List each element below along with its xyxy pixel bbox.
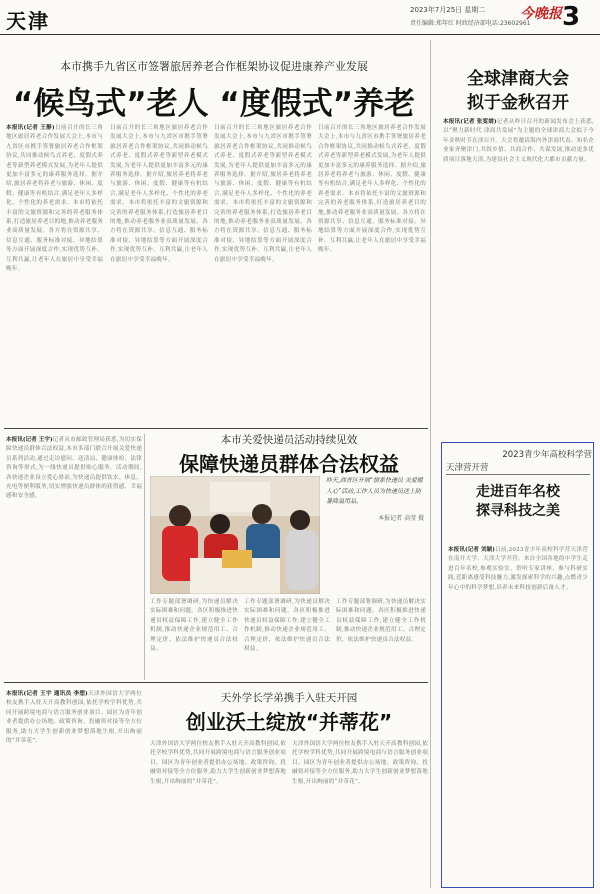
- box-kicker-2: 天津营开营: [446, 463, 489, 473]
- box-kicker-rule: [446, 474, 590, 475]
- page-number: 3: [562, 2, 581, 32]
- courier-body-cont: 工作专题部署调研,为快递员解决实际困难和问题。各区积极推进快递员权益保障工作,建立健全工作机制,推动快递企业规范用工、合理定价、依法维护快递员合法权益。: [336, 599, 426, 643]
- student-body: 天津外国语大学两位校友携手入驻天开高教科创园,依托学校学科优势,共同开展跨境电商与语言服务创业项目。园区为青年创业者提供办公场地、政策咨询、投融资对接等全方位服务,助力大学生创新创业梦想落地生根,开出绚丽的“并蒂花”。: [6, 691, 142, 745]
- student-body-col-3: [292, 740, 428, 888]
- photo-credit: 本报记者 高莹 摄: [378, 514, 424, 522]
- right-headline-1: 全球津商大会: [467, 69, 569, 89]
- lead-body-col-4: [318, 124, 426, 424]
- courier-bottom-rule: [4, 682, 428, 683]
- issue-date: 2023年7月25日 星期二: [410, 6, 486, 14]
- courier-kicker: 本市关爱快递员活动持续见效: [220, 434, 358, 446]
- right-top-text: 记者从昨日召开的新闻发布会上获悉,以“聚力新时代 津商共发展”为主题的全球津商大会拟于今年金秋时节在津召开。大会将邀请海内外津商代表、知名企业家齐聚津门,共叙乡情、共商合作、共谋发展,推动更多优质项目落地天津,为建设社会主义现代化大都市贡献力量。: [443, 119, 594, 163]
- box-kicker-1: 2023青少年高校科学营: [502, 450, 592, 460]
- lead-body-col-2: [110, 124, 208, 424]
- brief-byline: 本报讯(记者 王宇): [6, 437, 53, 443]
- lead-body-col-3: [214, 124, 312, 424]
- brief-body: 记者从市邮政管理局获悉,为切实保障快递员群体合法权益,本市多部门联合开展关爱快递员系列活动,通过走访慰问、送清凉、健康体检、法律咨询等形式,为一线快递员提供贴心服务。活动期间,各快递企业设立爱心驿站,为快递员提供饮水、休息、充电等便利服务,切实增强快递员群体的获得感、幸福感和安全感。: [6, 437, 142, 500]
- courier-photo: [150, 476, 320, 594]
- student-body-cont: 天津外国语大学两位校友携手入驻天开高教科创园,依托学校学科优势,共同开展跨境电商与语言服务创业项目。园区为青年创业者提供办公场地、政策咨询、投融资对接等全方位服务,助力大学生创新创业梦想落地生根,开出绚丽的“并蒂花”。: [292, 741, 428, 785]
- student-byline: 本报讯(记者 王宇 通讯员 李想): [6, 691, 88, 697]
- student-body-col-2: [150, 740, 286, 888]
- lead-headline: “候鸟式”老人 “度假式”养老: [12, 86, 416, 122]
- courier-body-col-3: [336, 598, 426, 678]
- student-kicker: 天外学长学弟携手入驻天开园: [220, 692, 358, 704]
- courier-body: 工作专题部署调研,为快递员解决实际困难和问题。各区积极推进快递员权益保障工作,建立健全工作机制,推动快递企业规范用工、合理定价、依法维护快递员合法权益。: [150, 599, 238, 653]
- student-body-cont: 天津外国语大学两位校友携手入驻天开高教科创园,依托学校学科优势,共同开展跨境电商与语言服务创业项目。园区为青年创业者提供办公场地、政策咨询、投融资对接等全方位服务,助力大学生创新创业梦想落地生根,开出绚丽的“并蒂花”。: [150, 741, 286, 785]
- box-body: [448, 546, 588, 882]
- courier-photo-image: [150, 476, 320, 594]
- lead-body-cont: 日前召开的长三角地区旅居养老合作发展大会上,本市与九省区市携手签署旅居养老合作框架协议,共同推动候鸟式养老、度假式养老等新型养老模式发展,为老年人提供更加丰富多元的康养服务选择。据介绍,旅居养老将养老与旅游、休闲、度假、健康等有机结合,满足老年人多样化、个性化的养老需求。本市将依托丰富的文旅资源和完善的养老服务体系,打造旅居养老目的地,推动养老服务业高质量发展。各方将在资源共享、信息互通、服务标准对接、异地结算等方面开展深度合作,实现优势互补、互利共赢,让老年人在旅居中享受幸福晚年。: [318, 125, 426, 254]
- box-headline-2: 探寻科技之美: [476, 503, 560, 519]
- column-divider: [430, 40, 431, 888]
- lead-kicker: 本市携手九省区市签署旅居养老合作框架协议促进康养产业发展: [60, 60, 368, 73]
- newspaper-logo: 今晚报: [520, 6, 562, 22]
- box-byline: 本报讯(记者 刘颖): [448, 547, 495, 553]
- right-headline-2: 拟于金秋召开: [467, 93, 569, 113]
- student-headline: 创业沃土绽放“并蒂花”: [185, 710, 393, 734]
- courier-body-col-1: [150, 598, 238, 678]
- photo-caption: [326, 476, 424, 524]
- editor-line: 责任编辑:郑年红 时政经济部电话:23602961: [410, 20, 531, 27]
- section-name: 天津: [6, 9, 50, 33]
- right-top-body: [443, 118, 594, 436]
- box-text: 日前,2023青少年高校科学营天津营在南开大学、天津大学开营。来自全国各地的中学生走进百年名校,参观实验室、聆听专家讲座、参与科研实践,近距离感受科技魅力,激发探索科学的兴趣,点燃青少年心中的科学梦想,培养未来科技创新后备人才。: [448, 547, 588, 591]
- lead-bottom-rule: [4, 428, 428, 429]
- brief-divider: [144, 434, 145, 680]
- caption-text: 昨天,西青区开展“情系快递员 关爱暖人心”活动,工作人员为快递员送上防暑降温用品。: [326, 477, 423, 505]
- lead-body-cont: 日前召开的长三角地区旅居养老合作发展大会上,本市与九省区市携手签署旅居养老合作框架协议,共同推动候鸟式养老、度假式养老等新型养老模式发展,为老年人提供更加丰富多元的康养服务选择。据介绍,旅居养老将养老与旅游、休闲、度假、健康等有机结合,满足老年人多样化、个性化的养老需求。本市将依托丰富的文旅资源和完善的养老服务体系,打造旅居养老目的地,推动养老服务业高质量发展。各方将在资源共享、信息互通、服务标准对接、异地结算等方面开展深度合作,实现优势互补、互利共赢,让老年人在旅居中享受幸福晚年。: [214, 125, 312, 263]
- lead-byline: 本报讯(记者 王静): [6, 125, 55, 131]
- student-body-col-1: [6, 690, 142, 886]
- courier-body-col-2: [244, 598, 330, 678]
- courier-body-cont: 工作专题部署调研,为快递员解决实际困难和问题。各区积极推进快递员权益保障工作,建立健全工作机制,推动快递企业规范用工、合理定价、依法维护快递员合法权益。: [244, 599, 330, 653]
- box-headline-1: 走进百年名校: [476, 484, 560, 500]
- courier-headline: 保障快递员群体合法权益: [179, 452, 399, 476]
- lead-body-col-1: [6, 124, 103, 424]
- left-brief: [6, 436, 142, 676]
- lead-body: 日前召开的长三角地区旅居养老合作发展大会上,本市与九省区市携手签署旅居养老合作框架协议,共同推动候鸟式养老、度假式养老等新型养老模式发展,为老年人提供更加丰富多元的康养服务选择。据介绍,旅居养老将养老与旅游、休闲、度假、健康等有机结合,满足老年人多样化、个性化的养老需求。本市将依托丰富的文旅资源和完善的养老服务体系,打造旅居养老目的地,推动养老服务业高质量发展。各方将在资源共享、信息互通、服务标准对接、异地结算等方面开展深度合作,实现优势互补、互利共赢,让老年人在旅居中享受幸福晚年。: [6, 125, 103, 273]
- right-top-byline: 本报讯(记者 张雯婧): [443, 119, 497, 125]
- page-header: [0, 0, 600, 35]
- lead-body-cont: 日前召开的长三角地区旅居养老合作发展大会上,本市与九省区市携手签署旅居养老合作框架协议,共同推动候鸟式养老、度假式养老等新型养老模式发展,为老年人提供更加丰富多元的康养服务选择。据介绍,旅居养老将养老与旅游、休闲、度假、健康等有机结合,满足老年人多样化、个性化的养老需求。本市将依托丰富的文旅资源和完善的养老服务体系,打造旅居养老目的地,推动养老服务业高质量发展。各方将在资源共享、信息互通、服务标准对接、异地结算等方面开展深度合作,实现优势互补、互利共赢,让老年人在旅居中享受幸福晚年。: [110, 125, 208, 263]
